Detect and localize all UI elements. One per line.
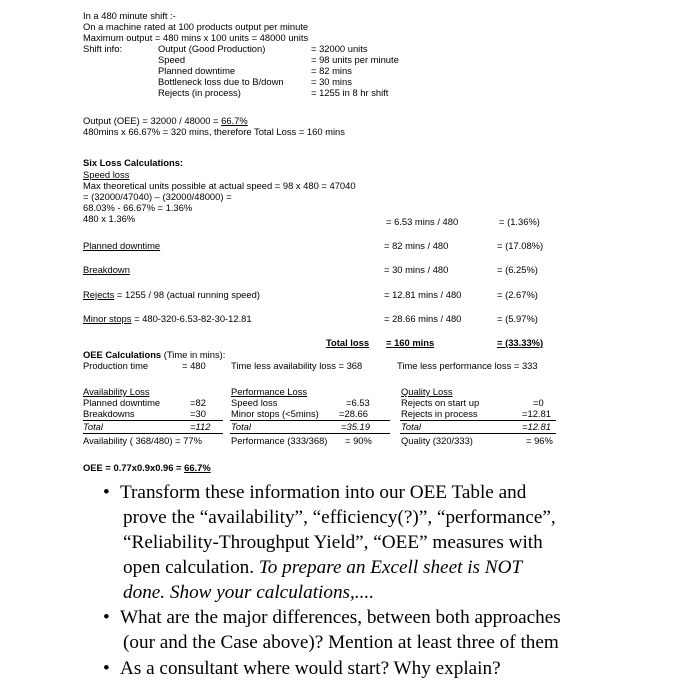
oee-calc-title-line xyxy=(83,349,225,360)
performance-row-name: Speed loss xyxy=(231,397,278,408)
quality-total-value: =12.81 xyxy=(522,421,551,432)
time-less-performance: Time less performance loss = 333 xyxy=(397,360,538,371)
oee-calc-title: OEE Calculations xyxy=(83,349,162,360)
question-line: “Reliability-Throughput Yield”, “OEE” measures with xyxy=(123,532,543,553)
oee-output-line-2: 480mins x 66.67% = 320 mins, therefore Total Loss = 160 mins xyxy=(83,126,345,137)
bullet-icon: • xyxy=(103,607,110,628)
shift-row-value: = 98 units per minute xyxy=(311,54,399,65)
availability-result: Availability ( 368/480) = 77% xyxy=(83,435,202,446)
performance-result-name: Performance (333/368) xyxy=(231,435,328,446)
performance-result-value: = 90% xyxy=(345,435,372,446)
shift-row-name: Bottleneck loss due to B/down xyxy=(158,76,284,87)
shift-row-value: = 32000 units xyxy=(311,43,368,54)
question-line: What are the major differences, between both approaches xyxy=(120,607,561,628)
question-line: open calculation. xyxy=(123,557,259,578)
loss-row-label: Minor stops xyxy=(83,313,132,324)
question-line: (our and the Case above)? Mention at least three of them xyxy=(123,632,559,653)
loss-row-planned-downtime xyxy=(83,240,160,251)
availability-row-value: =30 xyxy=(190,408,206,419)
speed-loss-heading: Speed loss xyxy=(83,169,130,180)
speed-loss-line-3: 68.03% - 66.67% = 1.36% xyxy=(83,202,193,213)
intro-line-1: In a 480 minute shift :- xyxy=(83,10,176,21)
six-loss-title: Six Loss Calculations: xyxy=(83,157,184,168)
oee-calc-title-suffix: (Time in mins): xyxy=(161,349,226,360)
total-loss-mins: = 160 mins xyxy=(386,337,435,348)
shift-row-value: = 1255 in 8 hr shift xyxy=(311,87,389,98)
quality-total-name: Total xyxy=(401,421,421,432)
oee-final-value: 66.7% xyxy=(184,462,211,473)
question-line: Transform these information into our OEE Table and xyxy=(120,482,527,503)
loss-row-rejects xyxy=(83,289,260,300)
question-line: As a consultant where would start? Why explain? xyxy=(120,658,501,679)
total-loss-label: Total loss xyxy=(326,337,370,348)
loss-row-mins: = 30 mins / 480 xyxy=(384,264,449,275)
performance-row-name: Minor stops (<5mins) xyxy=(231,408,319,419)
loss-row-label: Planned downtime xyxy=(83,240,161,251)
oee-output-value: 66.7% xyxy=(221,115,248,126)
shift-row-value: = 30 mins xyxy=(311,76,352,87)
quality-result-value: = 96% xyxy=(526,435,553,446)
shift-row-name: Rejects (in process) xyxy=(158,87,241,98)
loss-row-suffix: = 480-320-6.53-82-30-12.81 xyxy=(131,313,252,324)
availability-row-name: Planned downtime xyxy=(83,397,161,408)
question-2-text xyxy=(120,605,680,655)
loss-row-label: Rejects xyxy=(83,289,115,300)
question-italic-note: To prepare an Excell sheet is NOT xyxy=(258,557,523,578)
performance-row-value: =6.53 xyxy=(346,397,370,408)
question-2 xyxy=(103,605,673,655)
availability-row-value: =82 xyxy=(190,397,206,408)
shift-row-name: Speed xyxy=(158,54,186,65)
shift-info-label: Shift info: xyxy=(83,43,123,54)
loss-row-pct: = (2.67%) xyxy=(497,289,538,300)
oee-final-line xyxy=(83,462,211,473)
loss-row-mins: = 82 mins / 480 xyxy=(384,240,449,251)
intro-line-3: Maximum output = 480 mins x 100 units = 48000 units xyxy=(83,32,309,43)
performance-total-name: Total xyxy=(231,421,251,432)
total-loss-pct: = (33.33%) xyxy=(497,337,544,348)
quality-row-value: =12.81 xyxy=(522,408,551,419)
loss-row-pct: = (17.08%) xyxy=(497,240,544,251)
loss-row-mins: = 12.81 mins / 480 xyxy=(384,289,462,300)
time-less-availability: Time less availability loss = 368 xyxy=(231,360,363,371)
shift-row-value: = 82 mins xyxy=(311,65,352,76)
availability-heading: Availability Loss xyxy=(83,386,150,397)
question-1 xyxy=(103,480,673,605)
speed-loss-line-1: Max theoretical units possible at actual speed = 98 x 480 = 47040 xyxy=(83,180,356,191)
production-time-label: Production time xyxy=(83,360,149,371)
performance-result-rule xyxy=(230,433,390,434)
production-time-value: = 480 xyxy=(182,360,206,371)
performance-total-value: =35.19 xyxy=(341,421,370,432)
loss-row-minor-stops xyxy=(83,313,252,324)
loss-row-pct: = (5.97%) xyxy=(497,313,538,324)
speed-loss-mins: = 6.53 mins / 480 xyxy=(386,216,459,227)
question-1-text xyxy=(120,480,680,605)
performance-row-value: =28.66 xyxy=(339,408,368,419)
loss-row-mins: = 28.66 mins / 480 xyxy=(384,313,462,324)
question-line: prove the “availability”, “efficiency(?)”, “performance”, xyxy=(123,507,556,528)
quality-row-name: Rejects on start up xyxy=(401,397,480,408)
speed-loss-pct: = (1.36%) xyxy=(499,216,540,227)
loss-row-suffix: = 1255 / 98 (actual running speed) xyxy=(114,289,260,300)
loss-row-label: Breakdown xyxy=(83,264,130,275)
quality-result-rule xyxy=(400,433,556,434)
oee-output-line xyxy=(83,115,248,126)
quality-row-name: Rejects in process xyxy=(401,408,478,419)
quality-heading: Quality Loss xyxy=(401,386,453,397)
speed-loss-line-4: 480 x 1.36% xyxy=(83,213,136,224)
shift-row-name: Output (Good Production) xyxy=(158,43,266,54)
question-line-mixed xyxy=(120,555,680,580)
shift-row-name: Planned downtime xyxy=(158,65,236,76)
loss-row-breakdown xyxy=(83,264,130,275)
availability-result-rule xyxy=(83,433,223,434)
speed-loss-line-2: = (32000/47040) – (32000/48000) = xyxy=(83,191,232,202)
quality-row-value: =0 xyxy=(533,397,544,408)
intro-line-2: On a machine rated at 100 products output per minute xyxy=(83,21,309,32)
quality-result-name: Quality (320/333) xyxy=(401,435,473,446)
oee-output-prefix: Output (OEE) = 32000 / 48000 = xyxy=(83,115,222,126)
oee-final-prefix: OEE = 0.77x0.9x0.96 = xyxy=(83,462,185,473)
availability-total-value: =112 xyxy=(190,421,211,432)
performance-heading: Performance Loss xyxy=(231,386,308,397)
question-3 xyxy=(103,656,673,681)
loss-row-pct: = (6.25%) xyxy=(497,264,538,275)
question-italic-line: done. Show your calculations,.... xyxy=(123,582,375,603)
availability-row-name: Breakdowns xyxy=(83,408,135,419)
question-3-text xyxy=(120,656,680,681)
availability-total-name: Total xyxy=(83,421,103,432)
bullet-icon: • xyxy=(103,658,110,679)
bullet-icon: • xyxy=(103,482,110,503)
